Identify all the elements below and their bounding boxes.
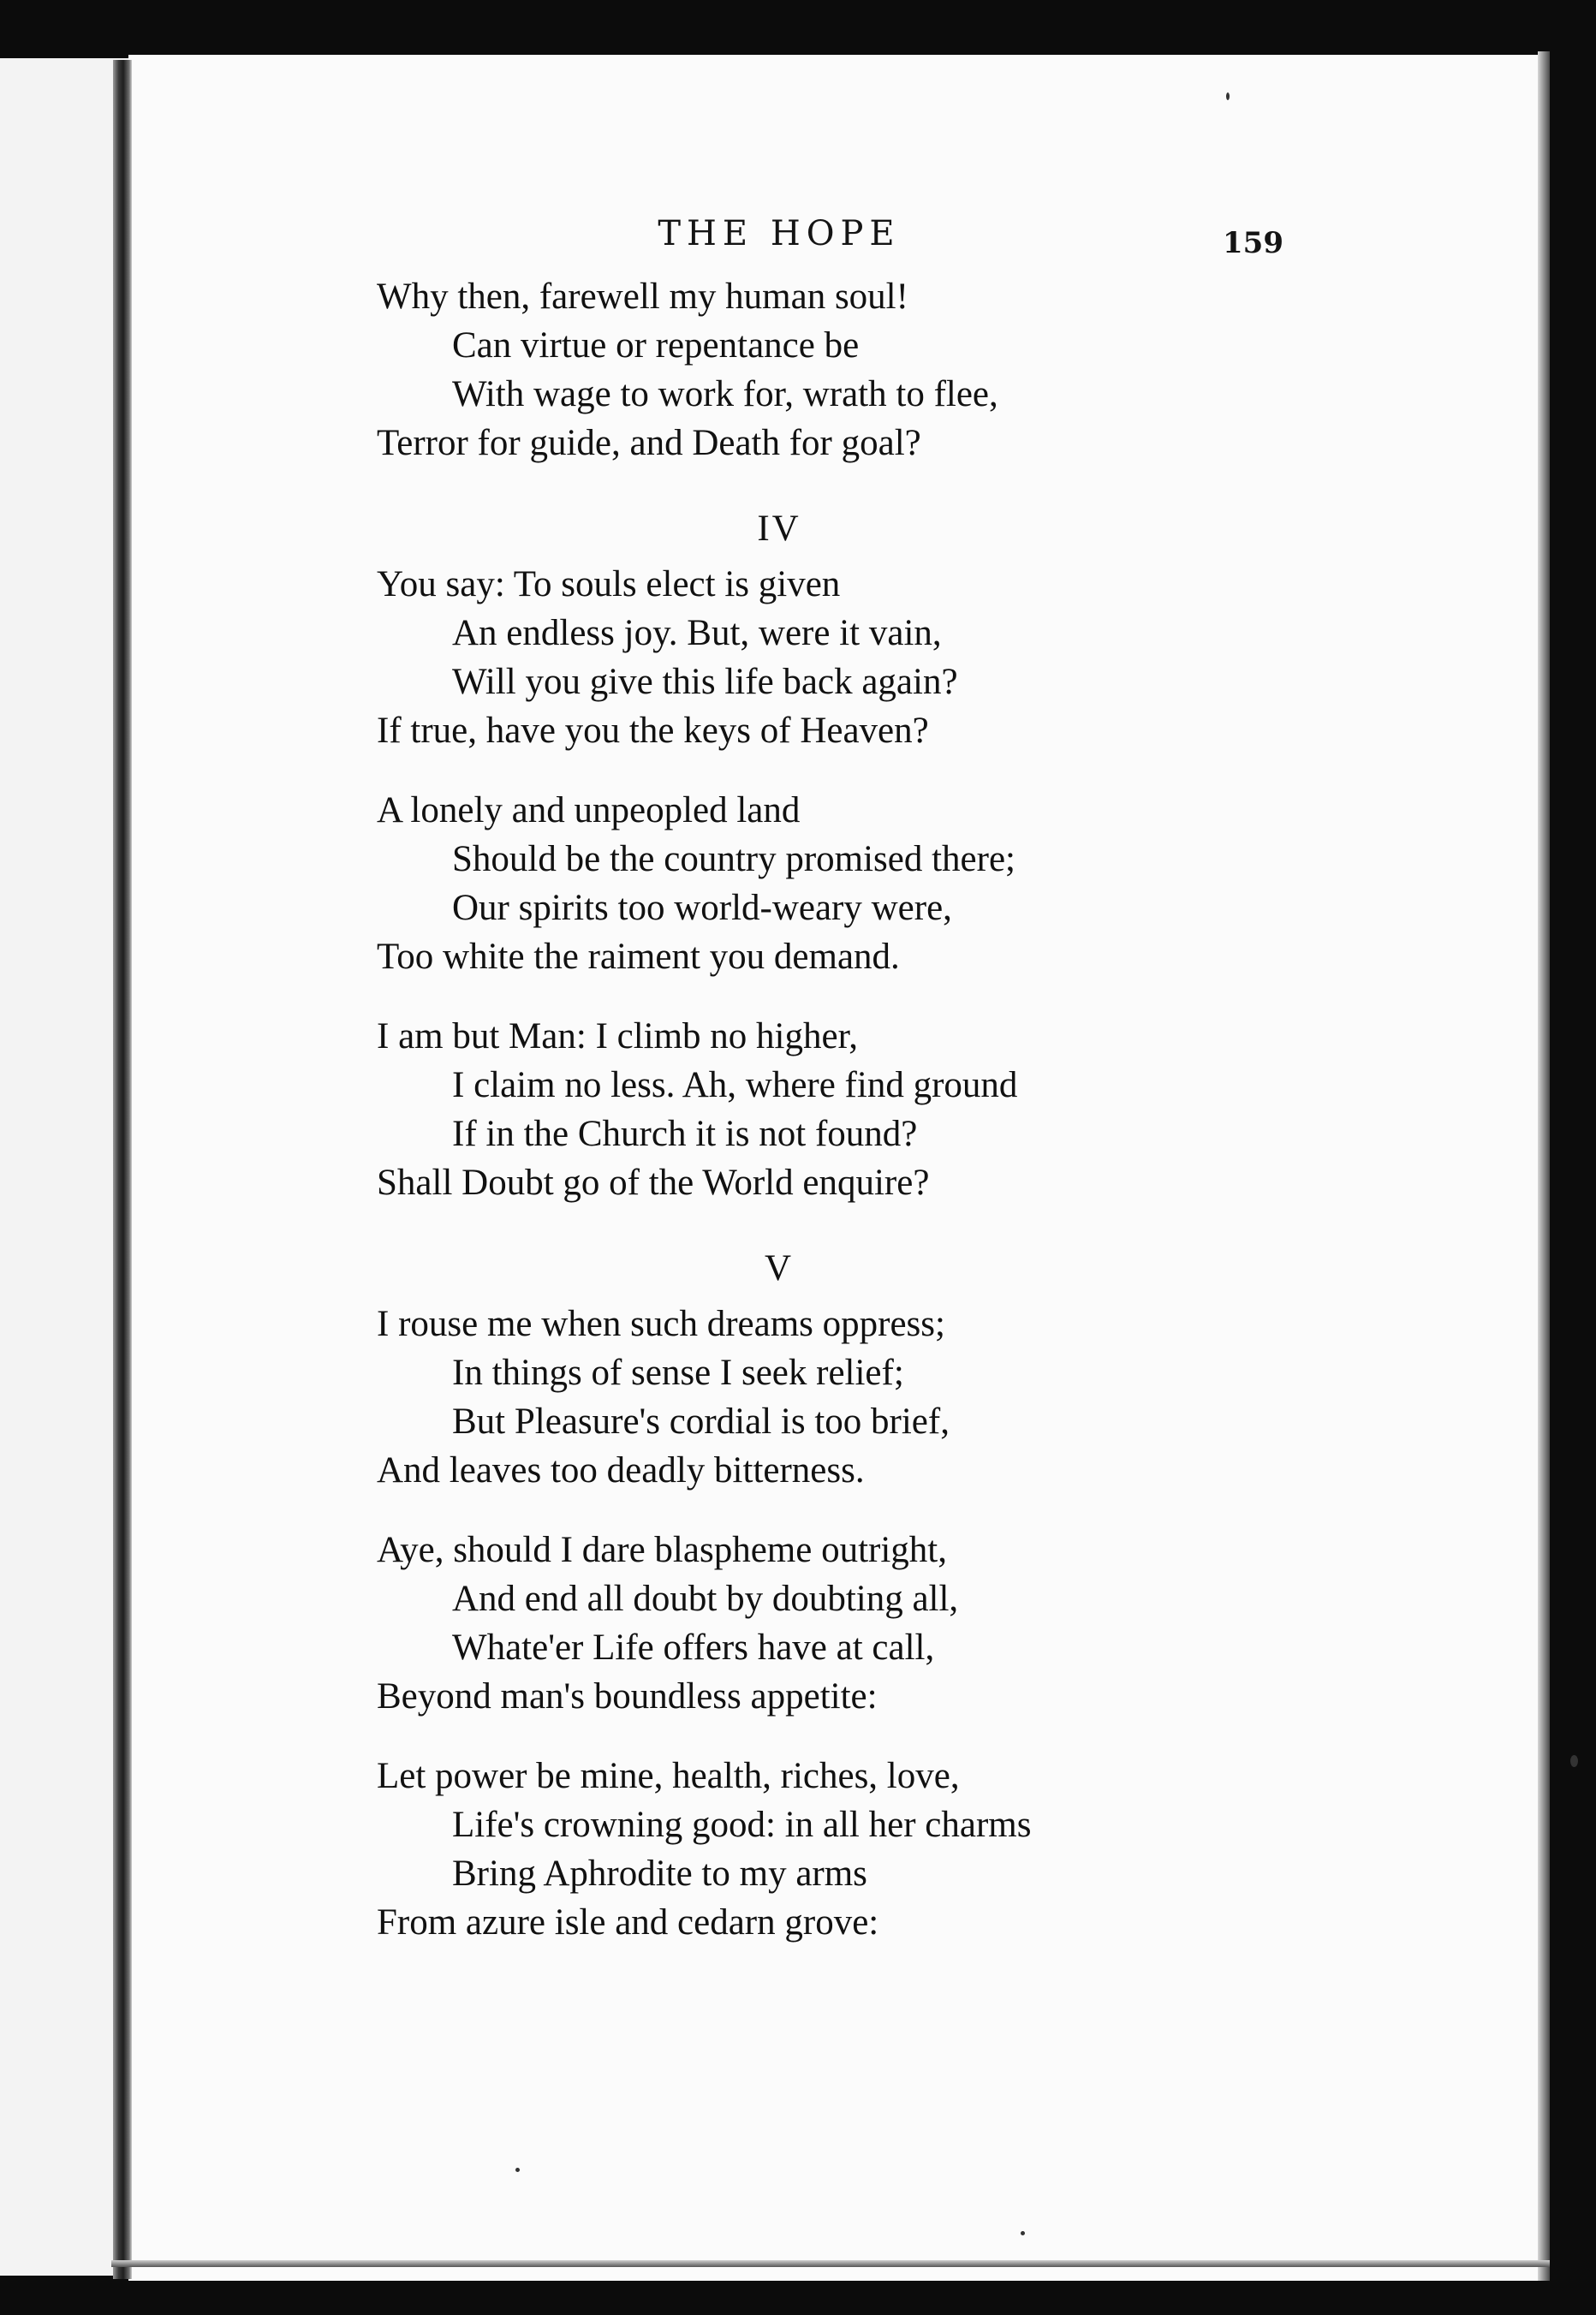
running-title: THE HOPE <box>658 214 901 253</box>
verse-line: With wage to work for, wrath to flee, <box>452 374 998 414</box>
verse-line: Our spirits too world-weary were, <box>452 888 952 928</box>
verse-line: I am but Man: I climb no higher, <box>377 1016 858 1056</box>
verse-line: If true, have you the keys of Heaven? <box>377 711 929 751</box>
verse-line: Bring Aphrodite to my arms <box>452 1854 867 1894</box>
previous-page-sliver <box>0 58 128 2276</box>
verse-line: And end all doubt by doubting all, <box>452 1579 959 1619</box>
verse-line: An endless joy. But, were it vain, <box>452 613 942 653</box>
scan-speck <box>1226 92 1230 100</box>
poem-body <box>377 272 1233 1947</box>
stanza <box>377 1300 1233 1495</box>
verse-line: You say: To souls elect is given <box>377 564 841 604</box>
scan-speck <box>1021 2231 1025 2235</box>
section-numeral: IV <box>757 509 801 549</box>
stanza <box>377 1012 1233 1207</box>
verse-line: Shall Doubt go of the World enquire? <box>377 1163 930 1203</box>
verse-line: If in the Church it is not found? <box>452 1114 918 1154</box>
verse-line: But Pleasure's cordial is too brief, <box>452 1401 950 1442</box>
stanza <box>377 786 1233 981</box>
stanza <box>377 1752 1233 1947</box>
verse-line: Should be the country promised there; <box>452 839 1015 879</box>
verse-line: Can virtue or repentance be <box>452 325 860 366</box>
page-bottom-edge <box>111 2260 1550 2267</box>
verse-line: I claim no less. Ah, where find ground <box>452 1065 1018 1105</box>
binding-gutter <box>113 60 132 2279</box>
verse-line: Too white the raiment you demand. <box>377 937 900 977</box>
verse-line: Life's crowning good: in all her charms <box>452 1805 1032 1845</box>
verse-line: I rouse me when such dreams oppress; <box>377 1304 945 1344</box>
verse-line: Terror for guide, and Death for goal? <box>377 423 921 463</box>
stanza <box>377 560 1233 755</box>
scan-speck <box>515 2168 520 2172</box>
stanza <box>377 272 1233 467</box>
verse-line: Aye, should I dare blaspheme outright, <box>377 1530 947 1570</box>
verse-line: Will you give this life back again? <box>452 662 958 702</box>
verse-line: Whate'er Life offers have at call, <box>452 1628 935 1668</box>
verse-line: In things of sense I seek relief; <box>452 1353 904 1393</box>
page-number: 159 <box>1223 226 1283 260</box>
verse-line: And leaves too deadly bitterness. <box>377 1450 865 1491</box>
stanza <box>377 1526 1233 1721</box>
section-numeral: V <box>764 1248 795 1288</box>
verse-line: From azure isle and cedarn grove: <box>377 1902 879 1943</box>
verse-line: Why then, farewell my human soul! <box>377 277 908 317</box>
scan-speck <box>1570 1755 1578 1767</box>
verse-line: Beyond man's boundless appetite: <box>377 1676 878 1717</box>
verse-line: Let power be mine, health, riches, love, <box>377 1756 960 1796</box>
verse-line: A lonely and unpeopled land <box>377 790 801 830</box>
page-right-edge <box>1538 51 1550 2281</box>
